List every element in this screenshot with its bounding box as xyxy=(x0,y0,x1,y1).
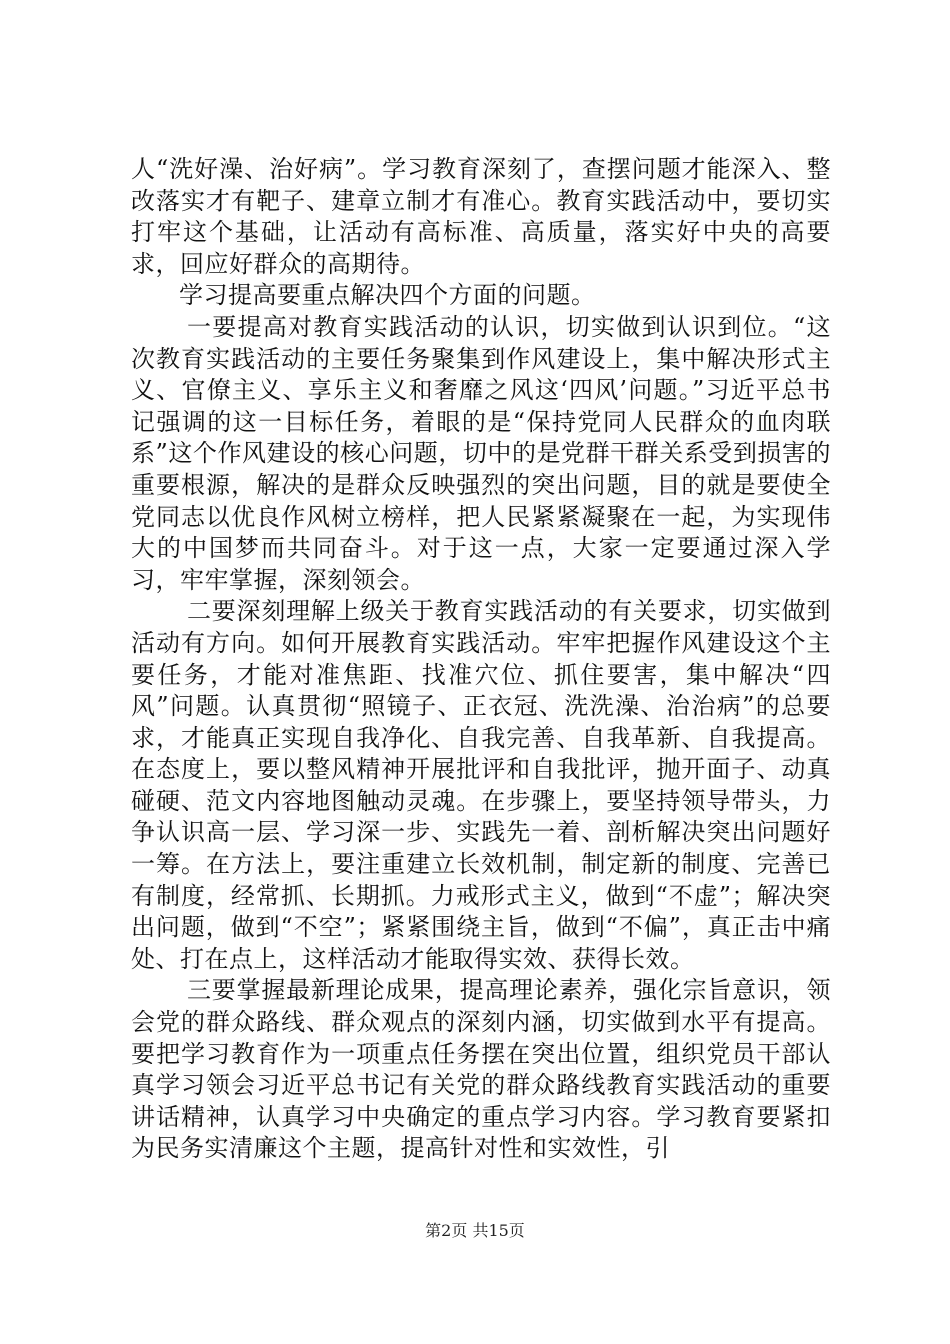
paragraph-point-two: 二要深刻理解上级关于教育实践活动的有关要求，切实做到活动有方向。如何开展教育实践活动。牢牢把握作风建设这个主要任务，才能对准焦距、找准穴位、抓住要害，集中解决“四风”问题。认真贯彻“照镜子、正衣冠、洗洗澡、治治病”的总要求，才能真正实现自我净化、自我完善、自我革新、自我提高。在态度上，要以整风精神开展批评和自我批评，抛开面子、动真碰硬、范文内容地图触动灵魂。在步骤上，要坚持领导带头，力争认识高一层、学习深一步、实践先一着、剖析解决突出问题好一筹。在方法上，要注重建立长效机制，制定新的制度、完善已有制度，经常抓、长期抓。力戒形式主义，做到“不虚”；解决突出问题，做到“不空”；紧紧围绕主旨，做到“不偏”，真正击中痛处、打在点上，这样活动才能取得实效、获得长效。 xyxy=(131,597,831,973)
paragraph-summary: 学习提高要重点解决四个方面的问题。 xyxy=(179,281,596,310)
document-body xyxy=(131,154,831,1165)
paragraph-continuation: 人“洗好澡、治好病”。学习教育深刻了，查摆问题才能深入、整改落实才有靶子、建章立制才有准心。教育实践活动中，要切实打牢这个基础，让活动有高标准、高质量，落实好中央的高要求，回应好群众的高期待。 xyxy=(131,155,831,278)
page-number-footer: 第2页 共15页 xyxy=(425,1221,525,1240)
paragraph-point-three: 三要掌握最新理论成果，提高理论素养，强化宗旨意识，领会党的群众路线、群众观点的深刻内涵，切实做到水平有提高。要把学习教育作为一项重点任务摆在突出位置，组织党员干部认真学习领会习近平总书记有关党的群众路线教育实践活动的重要讲话精神，认真学习中央确定的重点学习内容。学习教育要紧扣为民务实清廉这个主题，提高针对性和实效性，引 xyxy=(131,976,831,1163)
paragraph-point-one: 一要提高对教育实践活动的认识，切实做到认识到位。“这次教育实践活动的主要任务聚集到作风建设上，集中解决形式主义、官僚主义、享乐主义和奢靡之风这‘四风’问题。”习近平总书记强调的这一目标任务，着眼的是“保持党同人民群众的血肉联系”这个作风建设的核心问题，切中的是党群干群关系受到损害的重要根源，解决的是群众反映强烈的突出问题，目的就是要使全党同志以优良作风树立榜样，把人民紧紧凝聚在一起，为实现伟大的中国梦而共同奋斗。对于这一点，大家一定要通过深入学习，牢牢掌握，深刻领会。 xyxy=(131,312,831,594)
